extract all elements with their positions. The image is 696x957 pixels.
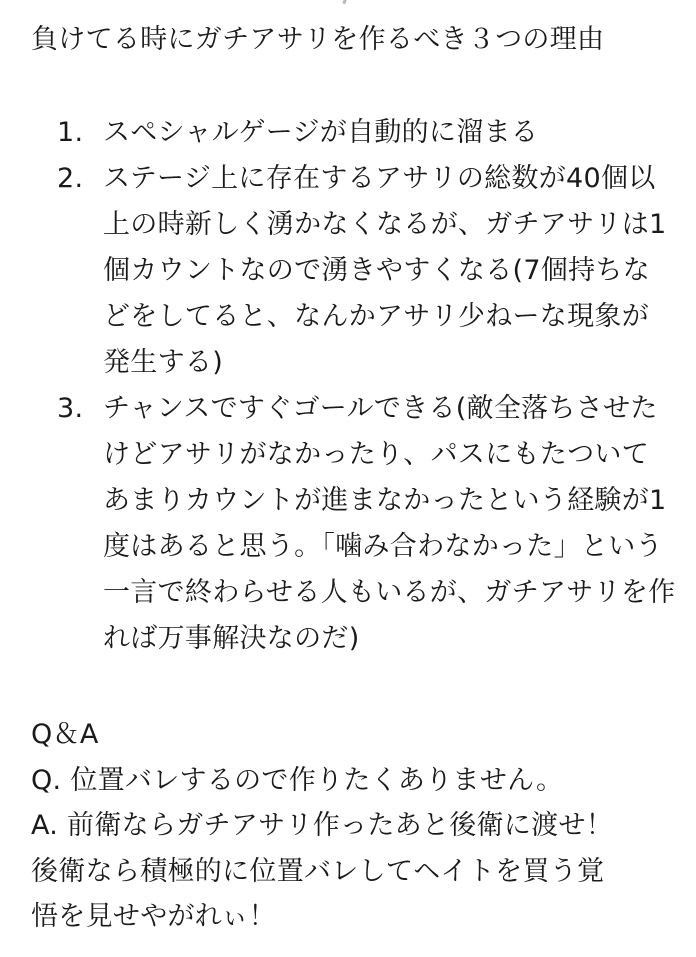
qa-answer-line-2: 後衛なら積極的に位置バレしてヘイトを買う覚 bbox=[31, 855, 605, 887]
list-number: 2. bbox=[57, 163, 84, 194]
list-item-reason-3 bbox=[0, 386, 696, 662]
list-item-text: チャンスですぐゴールできる(敵全落ちさせたけどアサリがなかったり、パスにもたついてあまりカウントが進まなかったという経験が1度はあると思う。「噛み合わなかった」という一言で終わらせる人もいるが、ガチアサリを作れば万事解決なのだ) bbox=[103, 393, 676, 654]
list-item-text: スペシャルゲージが自動的に溜まる bbox=[103, 117, 539, 148]
qa-question: Q. 位置バレするので作りたくありません。 bbox=[31, 764, 564, 796]
list-number: 3. bbox=[57, 393, 84, 424]
qa-answer-line-1: A. 前衛ならガチアサリ作ったあと後衛に渡せ！ bbox=[31, 810, 614, 841]
top-edge-mark bbox=[342, 0, 348, 4]
qa-section bbox=[31, 712, 613, 940]
list-item-text: ステージ上に存在するアサリの総数が40個以上の時新しく湧かなくなるが、ガチアサリは1個カウントなので湧きやすくなる(7個持ちなどをしてると、なんかアサリ少ねーな現象が発生する) bbox=[103, 163, 667, 378]
list-number: 1. bbox=[57, 117, 84, 148]
qa-heading: Q＆A bbox=[31, 719, 99, 750]
list-item-reason-2 bbox=[0, 156, 696, 386]
list-item-reason-1 bbox=[0, 110, 696, 156]
qa-answer-line-3: 悟を見せやがれぃ！ bbox=[31, 901, 276, 932]
page-title: 負けてる時にガチアサリを作るべき３つの理由 bbox=[31, 24, 605, 55]
reasons-list bbox=[0, 110, 696, 662]
